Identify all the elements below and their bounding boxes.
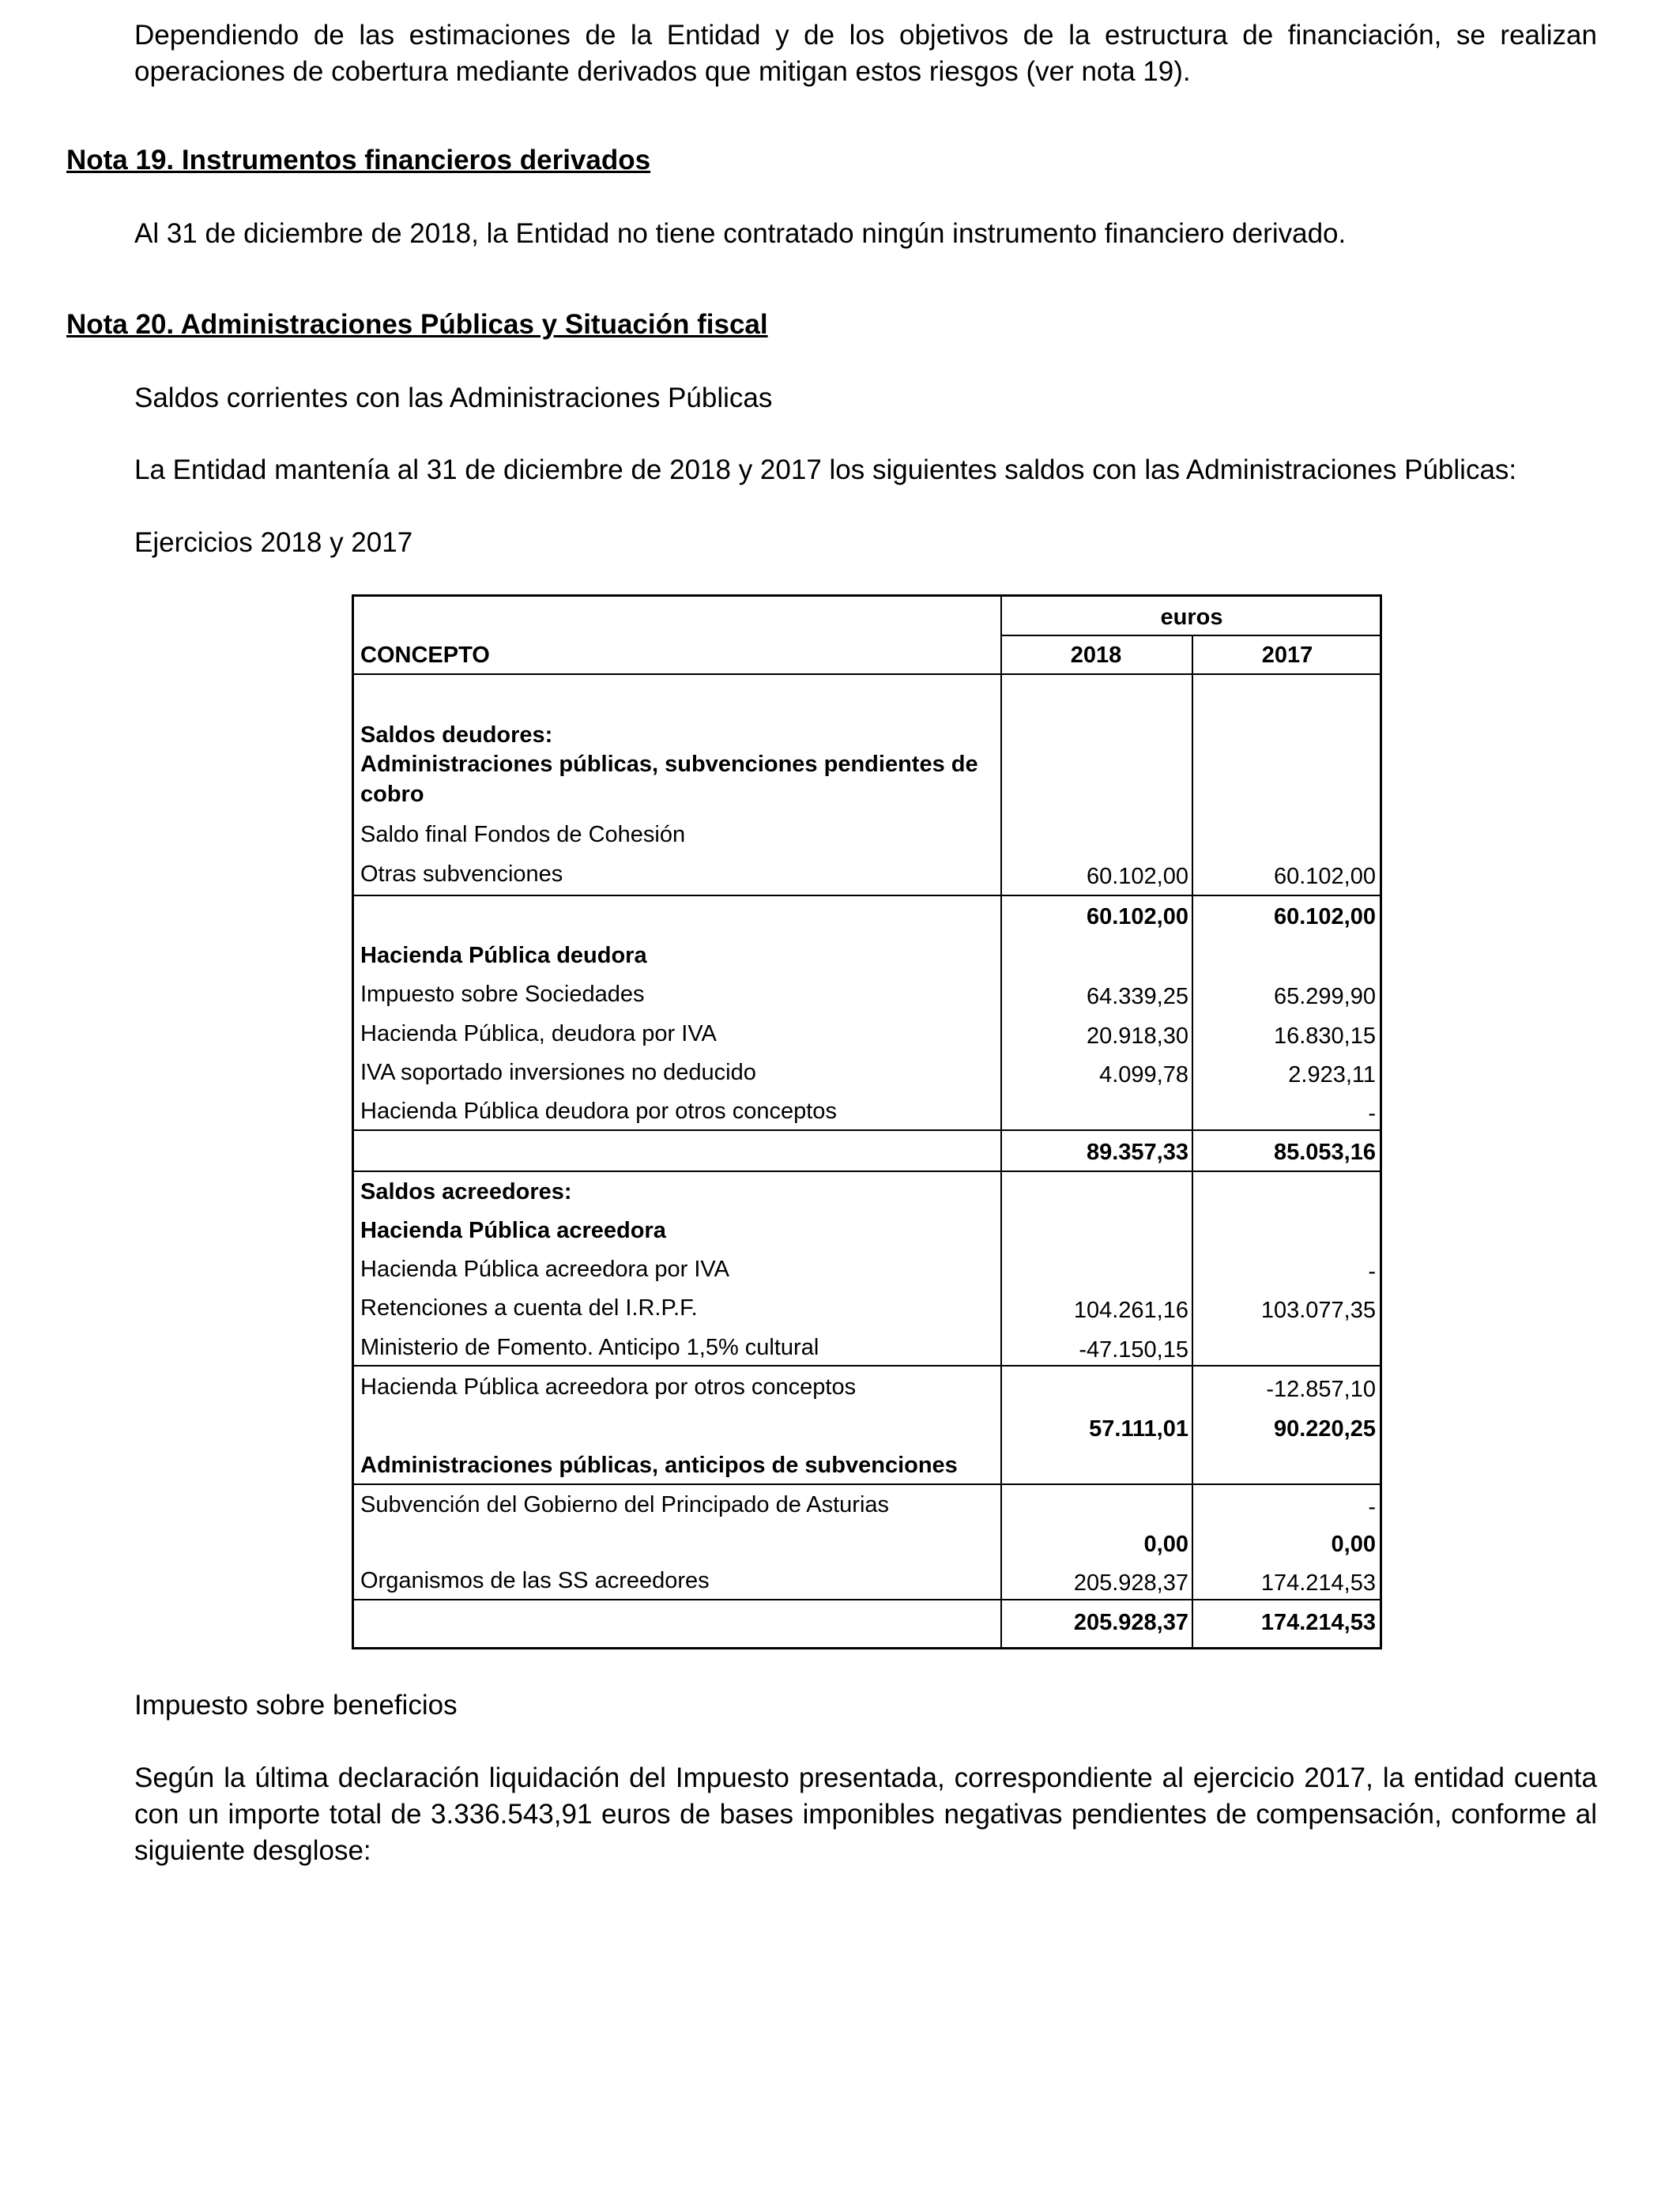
subtotal-2017: 85.053,16 [1273,1140,1376,1165]
year-2018-header: 2018 [1070,643,1122,668]
table-cell-2017: 16.830,15 [1273,1023,1376,1049]
column-divider [1000,597,1002,1647]
total-2018: 205.928,37 [1073,1610,1188,1635]
table-row-label: Administraciones públicas, subvenciones pendientes de cobro [360,752,978,807]
row-divider [354,1599,1380,1600]
table-row-label: Subvención del Gobierno del Principado de Asturias [360,1492,890,1517]
table-cell-2017: 174.214,53 [1260,1570,1376,1596]
table-row-label: Hacienda Pública acreedora [360,1218,666,1243]
table-row-label: Hacienda Pública, deudora por IVA [360,1021,717,1046]
table-cell-2018: 60.102,00 [1086,864,1188,889]
table-cell-2017: -12.857,10 [1266,1377,1376,1402]
impuesto-text: Según la última declaración liquidación del Impuesto presentada, correspondiente al ejercicio 2017, la entidad cuenta con un importe total de 3.336.543,91 euros de bases imponibles negativas pendientes de compensación, conforme al siguiente desglose: [134,1762,1597,1866]
nota20-text: La Entidad mantenía al 31 de diciembre de 2018 y 2017 los siguientes saldos con las Administraciones Públicas: [134,454,1517,485]
row-divider [354,1129,1380,1131]
subtotal-2018: 57.111,01 [1089,1416,1188,1442]
intro-paragraph: Dependiendo de las estimaciones de la Entidad y de los objetivos de la estructura de financiación, se realizan operaciones de cobertura mediante derivados que mitigan estos riesgos (ver nota 19). [134,20,1597,87]
subtotal-2017: 0,00 [1331,1532,1376,1557]
nota19-text: Al 31 de diciembre de 2018, la Entidad no tiene contratado ningún instrumento financiero derivado. [134,218,1347,249]
table-cell-2018: -47.150,15 [1079,1337,1188,1363]
table-cell-2017: - [1368,1259,1376,1284]
table-row-label: Saldos acreedores: [360,1179,572,1204]
table-row-label: Hacienda Pública acreedora por otros conceptos [360,1374,857,1400]
table-cell-2017: 2.923,11 [1288,1062,1376,1088]
table-row-label: Saldo final Fondos de Cohesión [360,822,686,847]
row-divider [354,895,1380,896]
row-divider [354,1483,1380,1485]
table-row-label: Organismos de las SS acreedores [360,1568,710,1593]
table-row-label: Impuesto sobre Sociedades [360,982,645,1007]
subtotal-2018: 89.357,33 [1086,1140,1188,1165]
row-divider [354,1365,1380,1367]
table-cell-2017: 103.077,35 [1260,1298,1376,1323]
table-cell-2017: - [1368,1495,1376,1520]
row-divider [1000,635,1380,636]
table-cell-2017: 65.299,90 [1273,984,1376,1009]
table-row-label: Hacienda Pública deudora [360,943,647,968]
subtotal-2017: 60.102,00 [1273,904,1376,929]
table-row-label: Ministerio de Fomento. Anticipo 1,5% cultural [360,1335,819,1360]
table-row-label: Administraciones públicas, anticipos de subvenciones [360,1453,958,1478]
ejercicios-label: Ejercicios 2018 y 2017 [134,527,413,558]
nota20-heading: Nota 20. Administraciones Públicas y Situación fiscal [66,309,768,340]
nota20-subtitle: Saldos corrientes con las Administraciones Públicas [134,383,773,413]
table-cell-2017: 60.102,00 [1273,864,1376,889]
nota19-heading: Nota 19. Instrumentos financieros derivados [66,145,651,175]
table-row-label: Hacienda Pública deudora por otros conceptos [360,1099,837,1124]
table-row-label: IVA soportado inversiones no deducido [360,1060,756,1085]
row-divider [354,673,1380,675]
subtotal-2017: 90.220,25 [1273,1416,1376,1442]
table-cell-2018: 104.261,16 [1073,1298,1188,1323]
table-cell-2018: 4.099,78 [1099,1062,1188,1088]
subtotal-2018: 60.102,00 [1086,904,1188,929]
row-divider [354,1171,1380,1172]
table-cell-2018: 205.928,37 [1073,1570,1188,1596]
impuesto-subtitle: Impuesto sobre beneficios [134,1690,458,1721]
table-row-label: Hacienda Pública acreedora por IVA [360,1257,729,1282]
table-row-label: Saldos deudores: [360,722,553,748]
table-cell-2018: 20.918,30 [1086,1023,1188,1049]
table-cell-2017: - [1368,1101,1376,1126]
balances-table [352,594,1382,1649]
concept-header: CONCEPTO [360,643,490,668]
currency-header: euros [1160,605,1223,630]
total-2017: 174.214,53 [1260,1610,1376,1635]
table-cell-2018: 64.339,25 [1086,984,1188,1009]
year-2017-header: 2017 [1261,643,1313,668]
subtotal-2018: 0,00 [1143,1532,1188,1557]
column-divider [1192,636,1193,1647]
table-row-label: Retenciones a cuenta del I.R.P.F. [360,1295,698,1321]
table-row-label: Otras subvenciones [360,861,563,887]
